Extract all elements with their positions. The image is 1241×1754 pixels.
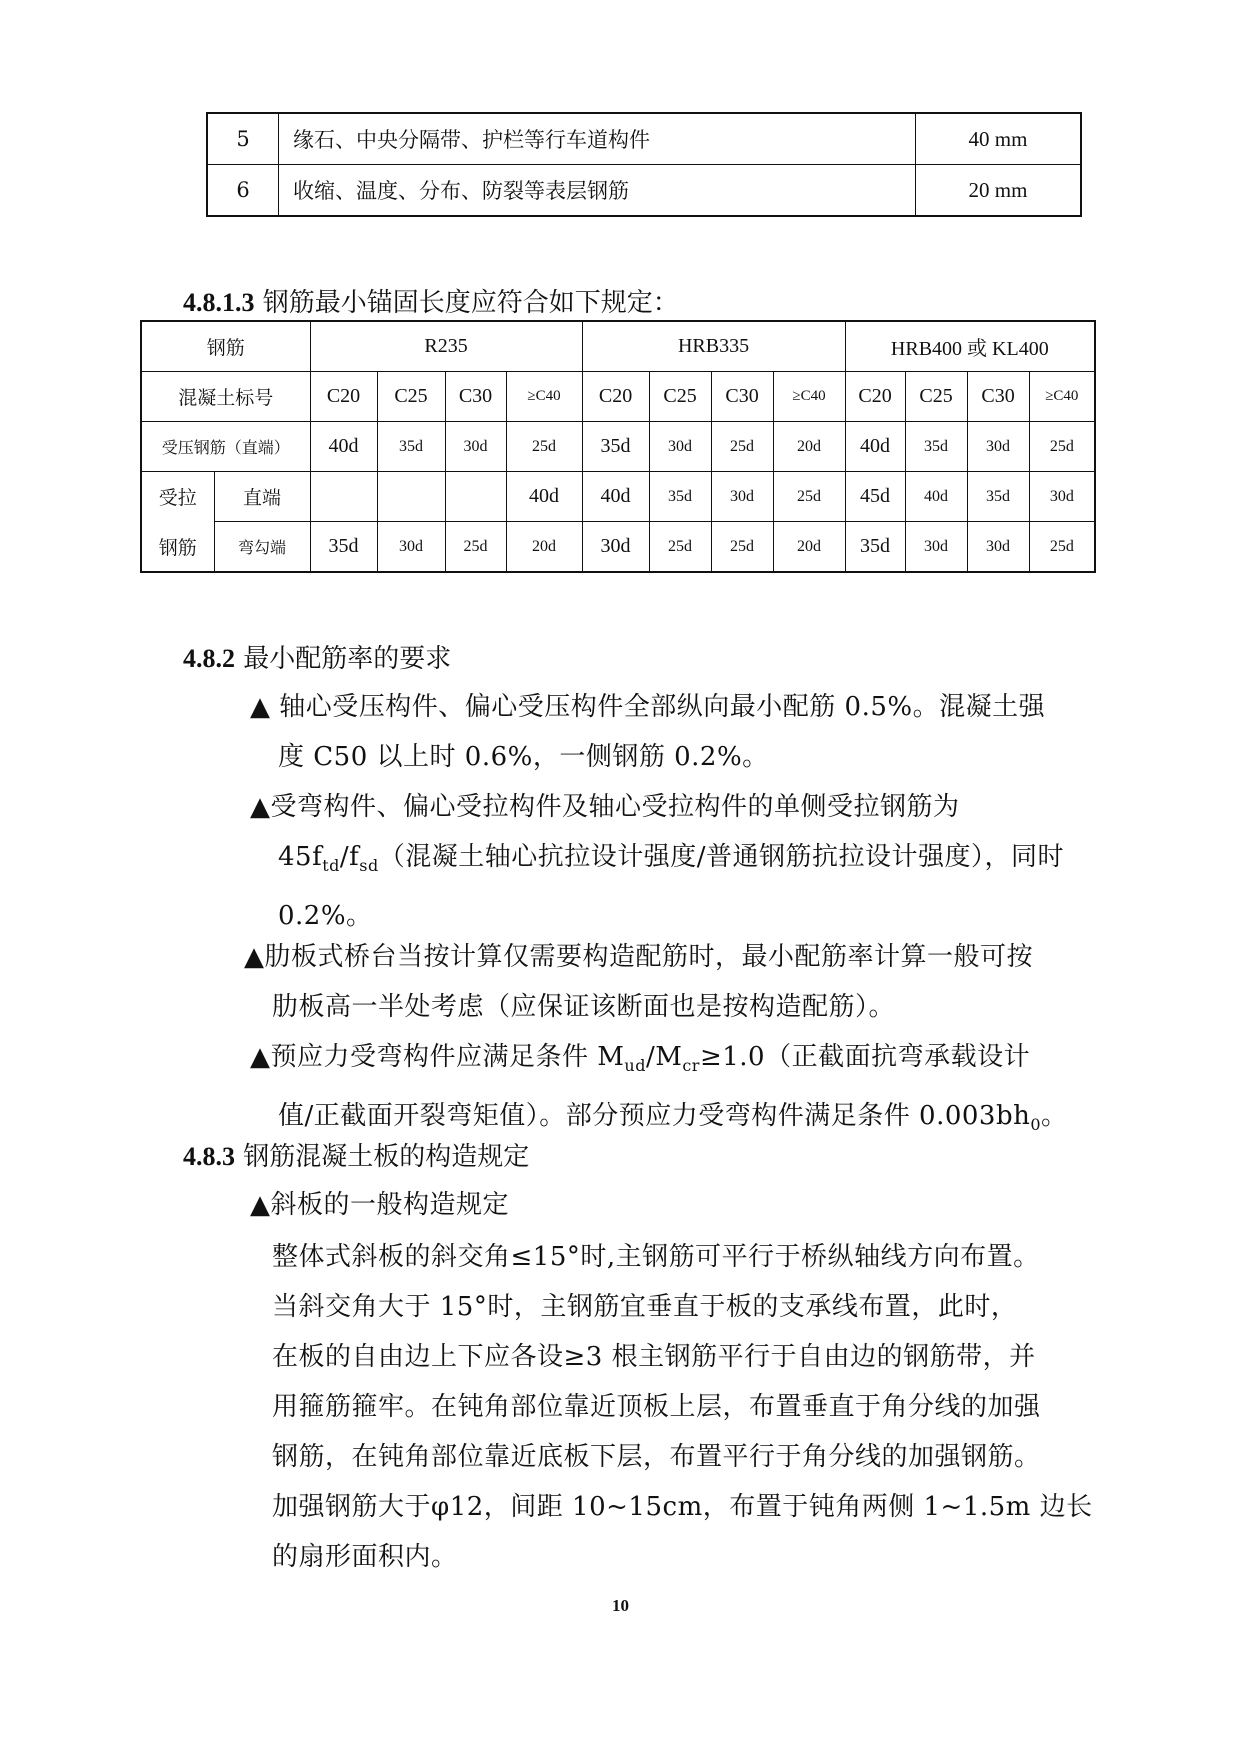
section-heading-4813 xyxy=(183,282,679,319)
formula-text: 。 xyxy=(1041,1101,1068,1132)
row-item: 缘石、中央分隔带、护栏等行车道构件 xyxy=(279,113,916,165)
table-cell: 30d xyxy=(1029,472,1095,522)
table-cell: C20 xyxy=(310,372,377,422)
bullet-line: ▲ 轴心受压构件、偏心受压构件全部纵向最小配筋 0.5%。混凝土强 xyxy=(250,692,1046,722)
section-title: 最小配筋率的要求 xyxy=(243,644,452,674)
section-title: 钢筋最小锚固长度应符合如下规定： xyxy=(262,288,679,318)
table-cell: 35d xyxy=(967,472,1029,522)
table-cell: 25d xyxy=(1029,522,1095,573)
table-cell: 30d xyxy=(967,522,1029,573)
bullet-line: 度 C50 以上时 0.6%，一侧钢筋 0.2%。 xyxy=(278,742,769,772)
formula-text: /f xyxy=(339,842,360,872)
formula-text: （混凝土轴心抗拉设计强度/普通钢筋抗拉设计强度），同时 xyxy=(378,842,1064,872)
group-header: R235 xyxy=(310,321,582,372)
formula-subscript: 0 xyxy=(1030,1115,1042,1135)
section-title: 钢筋混凝土板的构造规定 xyxy=(243,1142,530,1172)
skew-slab-paragraph xyxy=(272,1232,1093,1582)
table-cell: 35d xyxy=(310,522,377,573)
table-cell: C25 xyxy=(905,372,967,422)
table-cell: 25d xyxy=(506,422,582,472)
cover-thickness-table xyxy=(206,112,1082,217)
bullet-line: ▲受弯构件、偏心受拉构件及轴心受拉构件的单侧受拉钢筋为 xyxy=(250,792,960,822)
table-cell: 40d xyxy=(905,472,967,522)
table-cell: 35d xyxy=(845,522,905,573)
paragraph-line: 在板的自由边上下应各设≥3 根主钢筋平行于自由边的钢筋带，并 xyxy=(272,1342,1036,1372)
table-cell: 25d xyxy=(711,422,773,472)
table-cell: C30 xyxy=(967,372,1029,422)
section-heading-483 xyxy=(183,1136,529,1173)
bullet-line: ▲肋板式桥台当按计算仅需要构造配筋时，最小配筋率计算一般可按 xyxy=(244,942,1033,972)
tension-label-top: 受拉 xyxy=(141,472,214,522)
table-row xyxy=(141,422,1095,472)
bullet-line-formula xyxy=(250,832,1064,891)
table-cell: C25 xyxy=(649,372,711,422)
bullet-prestressed xyxy=(250,1032,1068,1150)
table-cell: 30d xyxy=(967,422,1029,472)
table-cell: 40d xyxy=(845,422,905,472)
table-row xyxy=(141,372,1095,422)
section-number: 4.8.2 xyxy=(183,644,235,673)
paragraph-line: 当斜交角大于 15°时，主钢筋宜垂直于板的支承线布置，此时， xyxy=(272,1292,1018,1322)
table-cell: 25d xyxy=(773,472,845,522)
formula-subscript: cr xyxy=(682,1056,700,1076)
table-row xyxy=(141,472,1095,522)
row-value: 40 mm xyxy=(916,113,1082,165)
table-cell: 25d xyxy=(445,522,506,573)
row-number: 5 xyxy=(207,113,279,165)
table-cell: 20d xyxy=(773,522,845,573)
formula-subscript: ud xyxy=(624,1056,646,1076)
straight-label: 直端 xyxy=(214,472,310,522)
compression-label: 受压钢筋（直端） xyxy=(141,422,310,472)
bullet-line-formula xyxy=(250,1032,1068,1091)
table-cell: 35d xyxy=(905,422,967,472)
table-cell: 30d xyxy=(377,522,445,573)
table-cell: 40d xyxy=(506,472,582,522)
bullet-rib-abutment xyxy=(244,932,1033,1032)
row-number: 6 xyxy=(207,165,279,217)
group-header: HRB335 xyxy=(582,321,845,372)
formula-text: ▲预应力受弯构件应满足条件 M xyxy=(250,1042,625,1072)
table-cell: C25 xyxy=(377,372,445,422)
table-cell: 35d xyxy=(582,422,649,472)
table-cell: 25d xyxy=(649,522,711,573)
table-cell xyxy=(445,472,506,522)
table-cell: ≥C40 xyxy=(773,372,845,422)
section-heading-482 xyxy=(183,638,451,675)
group-header: HRB400 或 KL400 xyxy=(845,321,1095,372)
table-row xyxy=(141,522,1095,573)
paragraph-line: 整体式斜板的斜交角≤15°时,主钢筋可平行于桥纵轴线方向布置。 xyxy=(272,1242,1040,1272)
table-cell: 40d xyxy=(582,472,649,522)
table-cell xyxy=(310,472,377,522)
bullet-flexural-tension xyxy=(250,782,1064,941)
table-row xyxy=(207,165,1081,217)
row-value: 20 mm xyxy=(916,165,1082,217)
table-cell xyxy=(377,472,445,522)
paragraph-line: 加强钢筋大于φ12，间距 10~15cm，布置于钝角两侧 1~1.5m 边长 xyxy=(272,1492,1093,1522)
bullet-axial-compression xyxy=(250,682,1045,782)
table-header-row xyxy=(141,321,1095,372)
table-cell: ≥C40 xyxy=(506,372,582,422)
rebar-header: 钢筋 xyxy=(141,321,310,372)
hook-label: 弯勾端 xyxy=(214,522,310,573)
formula-text: ≥1.0（正截面抗弯承载设计 xyxy=(699,1042,1031,1072)
tension-label-bottom: 钢筋 xyxy=(141,522,214,573)
table-cell: 20d xyxy=(773,422,845,472)
paragraph-line: 钢筋，在钝角部位靠近底板下层，布置平行于角分线的加强钢筋。 xyxy=(272,1442,1041,1472)
formula-text: /M xyxy=(645,1042,683,1072)
table-cell: C20 xyxy=(845,372,905,422)
formula-text: 45f xyxy=(278,842,323,872)
table-cell: 30d xyxy=(445,422,506,472)
table-cell: C20 xyxy=(582,372,649,422)
formula-subscript: td xyxy=(322,856,340,876)
section-number: 4.8.3 xyxy=(183,1142,235,1171)
table-cell: 20d xyxy=(506,522,582,573)
bullet-skew-slab: ▲斜板的一般构造规定 xyxy=(250,1190,509,1220)
formula-subscript: sd xyxy=(359,856,379,876)
table-cell: ≥C40 xyxy=(1029,372,1095,422)
table-row xyxy=(207,113,1081,165)
table-cell: 25d xyxy=(711,522,773,573)
table-cell: 35d xyxy=(377,422,445,472)
grade-label: 混凝土标号 xyxy=(141,372,310,422)
paragraph-line: 的扇形面积内。 xyxy=(272,1542,458,1572)
table-cell: 25d xyxy=(1029,422,1095,472)
anchorage-length-table xyxy=(140,320,1096,573)
paragraph-line: 用箍筋箍牢。在钝角部位靠近顶板上层，布置垂直于角分线的加强 xyxy=(272,1392,1041,1422)
table-cell: 40d xyxy=(310,422,377,472)
table-cell: C30 xyxy=(711,372,773,422)
table-cell: 30d xyxy=(582,522,649,573)
bullet-line: 肋板高一半处考虑（应保证该断面也是按构造配筋）。 xyxy=(272,992,896,1022)
row-item: 收缩、温度、分布、防裂等表层钢筋 xyxy=(279,165,916,217)
section-number: 4.8.1.3 xyxy=(183,288,255,317)
formula-text: 值/正截面开裂弯矩值）。部分预应力受弯构件满足条件 0.003bh xyxy=(278,1101,1031,1132)
table-cell: 35d xyxy=(649,472,711,522)
table-cell: 30d xyxy=(649,422,711,472)
bullet-line: 0.2%。 xyxy=(278,901,373,932)
table-cell: 30d xyxy=(905,522,967,573)
page-number: 10 xyxy=(612,1596,629,1615)
table-cell: 45d xyxy=(845,472,905,522)
table-cell: 30d xyxy=(711,472,773,522)
table-cell: C30 xyxy=(445,372,506,422)
